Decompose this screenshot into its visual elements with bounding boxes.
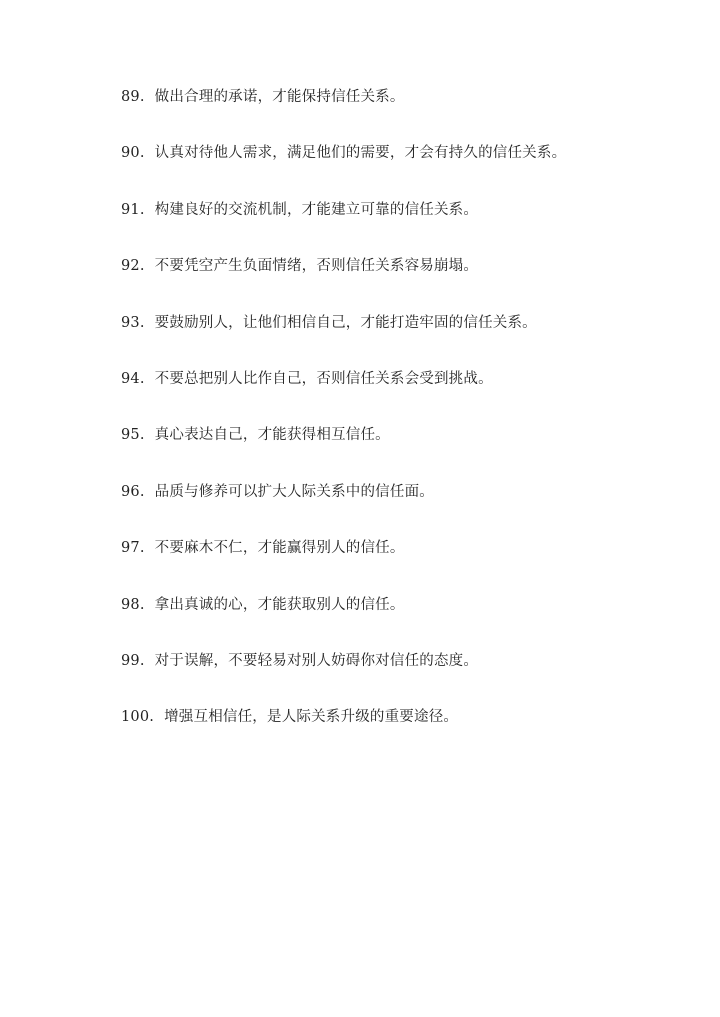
list-item xyxy=(121,594,681,650)
list-item xyxy=(121,424,681,480)
list-item xyxy=(121,86,681,142)
item-number: 95. xyxy=(121,427,145,444)
item-number: 99. xyxy=(121,652,145,669)
item-text: 增强互相信任，是人际关系升级的重要途径。 xyxy=(164,709,459,726)
item-text: 拿出真诚的心，才能获取别人的信任。 xyxy=(154,596,405,613)
item-text: 要鼓励别人，让他们相信自己，才能打造牢固的信任关系。 xyxy=(154,314,537,331)
item-text: 做出合理的承诺，才能保持信任关系。 xyxy=(154,89,405,105)
list-item xyxy=(121,706,681,762)
item-text: 构建良好的交流机制，才能建立可靠的信任关系。 xyxy=(154,201,479,218)
list-item xyxy=(121,255,681,311)
item-text: 不要凭空产生负面情绪，否则信任关系容易崩塌。 xyxy=(154,258,479,275)
item-number: 93. xyxy=(121,314,145,331)
item-text: 真心表达自己，才能获得相互信任。 xyxy=(154,427,390,444)
list-item xyxy=(121,312,681,368)
item-text: 对于误解，不要轻易对别人妨碍你对信任的态度。 xyxy=(154,652,479,669)
item-number: 92. xyxy=(121,258,145,275)
item-number: 98. xyxy=(121,596,145,613)
item-text: 认真对待他人需求，满足他们的需要，才会有持久的信任关系。 xyxy=(154,145,567,162)
item-text: 不要总把别人比作自己，否则信任关系会受到挑战。 xyxy=(154,370,493,387)
item-number: 96. xyxy=(121,483,145,500)
numbered-list xyxy=(121,86,681,763)
item-number: 94. xyxy=(121,370,145,387)
list-item xyxy=(121,368,681,424)
item-number: 91. xyxy=(121,201,145,218)
item-text: 不要麻木不仁，才能赢得别人的信任。 xyxy=(154,540,405,557)
list-item xyxy=(121,537,681,593)
list-item xyxy=(121,142,681,198)
list-item xyxy=(121,199,681,255)
item-number: 100. xyxy=(121,709,155,726)
list-item xyxy=(121,481,681,537)
item-number: 90. xyxy=(121,145,145,162)
item-number: 97. xyxy=(121,540,145,557)
item-text: 品质与修养可以扩大人际关系中的信任面。 xyxy=(154,483,434,500)
item-number: 89. xyxy=(121,89,145,105)
list-item xyxy=(121,650,681,706)
